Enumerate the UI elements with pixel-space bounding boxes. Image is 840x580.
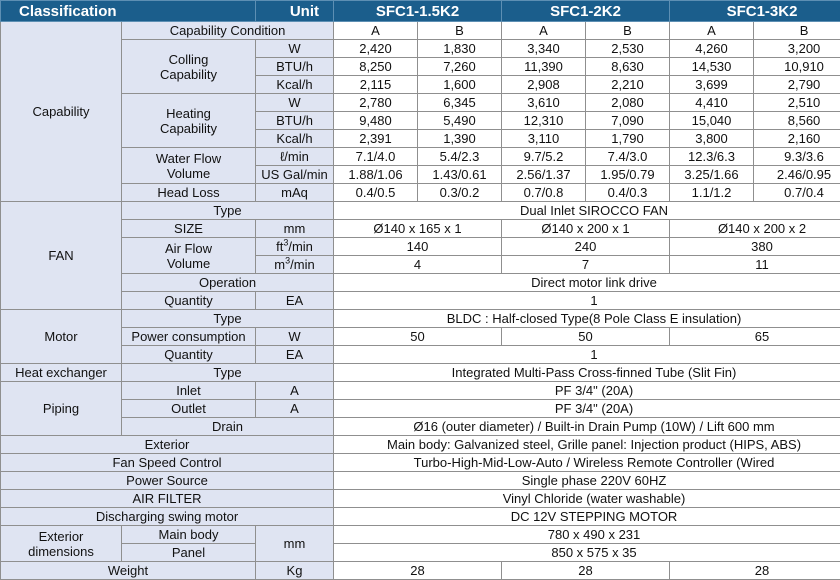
value-cell: 9.7/5.2 bbox=[502, 148, 586, 166]
value-cell: 4 bbox=[334, 256, 502, 274]
value-cell: 1,830 bbox=[418, 40, 502, 58]
table-row bbox=[1, 526, 840, 544]
value-cell: 2.46/0.95 bbox=[754, 166, 840, 184]
motor-group-label: Motor bbox=[1, 310, 122, 364]
value-cell: 140 bbox=[334, 238, 502, 256]
value-cell: 8,560 bbox=[754, 112, 840, 130]
motor-quantity-label: Quantity bbox=[122, 346, 256, 364]
unit-cell: ℓ/min bbox=[256, 148, 334, 166]
value-cell: Ø140 x 200 x 2 bbox=[670, 220, 840, 238]
swing-motor-label: Discharging swing motor bbox=[1, 508, 334, 526]
table-row bbox=[1, 346, 840, 364]
unit-cell: EA bbox=[256, 292, 334, 310]
capability-condition-label: Capability Condition bbox=[122, 22, 334, 40]
value-cell: 3,110 bbox=[502, 130, 586, 148]
value-cell: 2.56/1.37 bbox=[502, 166, 586, 184]
piping-group-label: Piping bbox=[1, 382, 122, 436]
unit-tail: /min bbox=[288, 239, 313, 254]
value-cell: 50 bbox=[502, 328, 670, 346]
value-cell: 2,908 bbox=[502, 76, 586, 94]
value-cell: 2,780 bbox=[334, 94, 418, 112]
air-filter-value: Vinyl Chloride (water washable) bbox=[334, 490, 840, 508]
value-cell: 1,390 bbox=[418, 130, 502, 148]
value-cell: 3,699 bbox=[670, 76, 754, 94]
air-flow-label-line2: Volume bbox=[122, 256, 255, 271]
unit-cell: Kg bbox=[256, 562, 334, 580]
value-cell: 6,345 bbox=[418, 94, 502, 112]
cooling-label-line2: Capability bbox=[122, 67, 255, 82]
fan-speed-value: Turbo-High-Mid-Low-Auto / Wireless Remote Controller (Wired bbox=[334, 454, 840, 472]
value-cell: 14,530 bbox=[670, 58, 754, 76]
condition-cell: A bbox=[502, 22, 586, 40]
unit-cell: A bbox=[256, 400, 334, 418]
value-cell: 50 bbox=[334, 328, 502, 346]
motor-type-label: Type bbox=[122, 310, 334, 328]
table-row bbox=[1, 328, 840, 346]
value-cell: 0.4/0.3 bbox=[586, 184, 670, 202]
table-row bbox=[1, 472, 840, 490]
classification-header: Classification bbox=[1, 1, 256, 22]
unit-base: m bbox=[274, 257, 285, 272]
unit-cell bbox=[256, 256, 334, 274]
table-row bbox=[1, 94, 840, 112]
value-cell: 9.3/3.6 bbox=[754, 148, 840, 166]
value-cell: 3,610 bbox=[502, 94, 586, 112]
fan-group-label: FAN bbox=[1, 202, 122, 310]
unit-header: Unit bbox=[256, 1, 334, 22]
table-row bbox=[1, 310, 840, 328]
power-consumption-label: Power consumption bbox=[122, 328, 256, 346]
table-row bbox=[1, 400, 840, 418]
value-cell: 2,391 bbox=[334, 130, 418, 148]
value-cell: 0.7/0.4 bbox=[754, 184, 840, 202]
value-cell: Ø140 x 165 x 1 bbox=[334, 220, 502, 238]
value-cell: 4,260 bbox=[670, 40, 754, 58]
condition-cell: B bbox=[586, 22, 670, 40]
piping-outlet-label: Outlet bbox=[122, 400, 256, 418]
air-flow-label-line1: Air Flow bbox=[122, 241, 255, 256]
heat-exchanger-type-label: Type bbox=[122, 364, 334, 382]
weight-label: Weight bbox=[1, 562, 256, 580]
air-filter-label: AIR FILTER bbox=[1, 490, 334, 508]
value-cell: 12.3/6.3 bbox=[670, 148, 754, 166]
heat-exchanger-type-value: Integrated Multi-Pass Cross-finned Tube (Slit Fin) bbox=[334, 364, 840, 382]
exterior-dimensions-label bbox=[1, 526, 122, 562]
unit-cell: BTU/h bbox=[256, 58, 334, 76]
table-row bbox=[1, 40, 840, 58]
value-cell: 28 bbox=[502, 562, 670, 580]
value-cell: 28 bbox=[334, 562, 502, 580]
unit-cell: BTU/h bbox=[256, 112, 334, 130]
value-cell: 2,530 bbox=[586, 40, 670, 58]
exterior-value: Main body: Galvanized steel, Grille panel: Injection product (HIPS, ABS) bbox=[334, 436, 840, 454]
model-header: SFC1-3K2 bbox=[670, 1, 840, 22]
value-cell: 7,260 bbox=[418, 58, 502, 76]
water-flow-label-line1: Water Flow bbox=[122, 151, 255, 166]
fan-operation-value: Direct motor link drive bbox=[334, 274, 840, 292]
value-cell: 11 bbox=[670, 256, 840, 274]
head-loss-label: Head Loss bbox=[122, 184, 256, 202]
unit-base: ft bbox=[276, 239, 283, 254]
fan-quantity-label: Quantity bbox=[122, 292, 256, 310]
heating-label-line1: Heating bbox=[122, 106, 255, 121]
unit-cell: A bbox=[256, 382, 334, 400]
unit-tail: /min bbox=[290, 257, 315, 272]
unit-cell: mm bbox=[256, 526, 334, 562]
fan-speed-label: Fan Speed Control bbox=[1, 454, 334, 472]
value-cell: 0.3/0.2 bbox=[418, 184, 502, 202]
piping-inlet-value: PF 3/4" (20A) bbox=[334, 382, 840, 400]
table-row bbox=[1, 490, 840, 508]
unit-superscript: 3 bbox=[285, 256, 290, 266]
piping-drain-label: Drain bbox=[122, 418, 334, 436]
table-row bbox=[1, 454, 840, 472]
table-row bbox=[1, 148, 840, 166]
model-header: SFC1-1.5K2 bbox=[334, 1, 502, 22]
fan-size-label: SIZE bbox=[122, 220, 256, 238]
heat-exchanger-group-label: Heat exchanger bbox=[1, 364, 122, 382]
value-cell: 0.7/0.8 bbox=[502, 184, 586, 202]
main-body-label: Main body bbox=[122, 526, 256, 544]
value-cell: 2,210 bbox=[586, 76, 670, 94]
value-cell: 8,250 bbox=[334, 58, 418, 76]
table-row bbox=[1, 202, 840, 220]
value-cell: Ø140 x 200 x 1 bbox=[502, 220, 670, 238]
condition-cell: A bbox=[670, 22, 754, 40]
value-cell: 1,790 bbox=[586, 130, 670, 148]
value-cell: 5,490 bbox=[418, 112, 502, 130]
value-cell: 240 bbox=[502, 238, 670, 256]
capability-group-label: Capability bbox=[1, 22, 122, 202]
unit-cell bbox=[256, 238, 334, 256]
unit-cell: EA bbox=[256, 346, 334, 364]
unit-cell: mAq bbox=[256, 184, 334, 202]
value-cell: 1.43/0.61 bbox=[418, 166, 502, 184]
value-cell: 380 bbox=[670, 238, 840, 256]
power-source-label: Power Source bbox=[1, 472, 334, 490]
table-row bbox=[1, 238, 840, 256]
piping-inlet-label: Inlet bbox=[122, 382, 256, 400]
condition-cell: A bbox=[334, 22, 418, 40]
unit-cell: Kcal/h bbox=[256, 130, 334, 148]
main-body-value: 780 x 490 x 231 bbox=[334, 526, 840, 544]
table-row bbox=[1, 220, 840, 238]
heating-label-line2: Capability bbox=[122, 121, 255, 136]
panel-label: Panel bbox=[122, 544, 256, 562]
value-cell: 2,420 bbox=[334, 40, 418, 58]
unit-cell: W bbox=[256, 94, 334, 112]
value-cell: 11,390 bbox=[502, 58, 586, 76]
value-cell: 3,200 bbox=[754, 40, 840, 58]
value-cell: 7.1/4.0 bbox=[334, 148, 418, 166]
value-cell: 1.1/1.2 bbox=[670, 184, 754, 202]
value-cell: 1,600 bbox=[418, 76, 502, 94]
condition-cell: B bbox=[418, 22, 502, 40]
table-row bbox=[1, 292, 840, 310]
heating-capability-label bbox=[122, 94, 256, 148]
unit-cell: W bbox=[256, 328, 334, 346]
water-flow-label-line2: Volume bbox=[122, 166, 255, 181]
model-header: SFC1-2K2 bbox=[502, 1, 670, 22]
cooling-label-line1: Colling bbox=[122, 52, 255, 67]
value-cell: 2,510 bbox=[754, 94, 840, 112]
unit-cell: Kcal/h bbox=[256, 76, 334, 94]
value-cell: 5.4/2.3 bbox=[418, 148, 502, 166]
table-row bbox=[1, 418, 840, 436]
value-cell: 3,800 bbox=[670, 130, 754, 148]
value-cell: 2,790 bbox=[754, 76, 840, 94]
value-cell: 9,480 bbox=[334, 112, 418, 130]
motor-quantity-value: 1 bbox=[334, 346, 840, 364]
fan-type-value: Dual Inlet SIROCCO FAN bbox=[334, 202, 840, 220]
value-cell: 7.4/3.0 bbox=[586, 148, 670, 166]
unit-cell: W bbox=[256, 40, 334, 58]
header-row bbox=[1, 1, 840, 22]
table-row bbox=[1, 274, 840, 292]
unit-cell: US Gal/min bbox=[256, 166, 334, 184]
cooling-capability-label bbox=[122, 40, 256, 94]
value-cell: 2,160 bbox=[754, 130, 840, 148]
value-cell: 7 bbox=[502, 256, 670, 274]
power-source-value: Single phase 220V 60HZ bbox=[334, 472, 840, 490]
value-cell: 28 bbox=[670, 562, 840, 580]
value-cell: 65 bbox=[670, 328, 840, 346]
value-cell: 8,630 bbox=[586, 58, 670, 76]
value-cell: 1.88/1.06 bbox=[334, 166, 418, 184]
unit-superscript: 3 bbox=[283, 238, 288, 248]
fan-quantity-value: 1 bbox=[334, 292, 840, 310]
unit-cell: mm bbox=[256, 220, 334, 238]
table-row bbox=[1, 364, 840, 382]
condition-cell: B bbox=[754, 22, 840, 40]
table-row bbox=[1, 508, 840, 526]
exterior-label: Exterior bbox=[1, 436, 334, 454]
value-cell: 4,410 bbox=[670, 94, 754, 112]
table-row bbox=[1, 544, 840, 562]
value-cell: 3,340 bbox=[502, 40, 586, 58]
value-cell: 2,080 bbox=[586, 94, 670, 112]
motor-type-value: BLDC : Half-closed Type(8 Pole Class E insulation) bbox=[334, 310, 840, 328]
table-row bbox=[1, 22, 840, 40]
value-cell: 1.95/0.79 bbox=[586, 166, 670, 184]
value-cell: 12,310 bbox=[502, 112, 586, 130]
dimensions-label-line1: Exterior bbox=[1, 529, 121, 544]
water-flow-label bbox=[122, 148, 256, 184]
value-cell: 7,090 bbox=[586, 112, 670, 130]
dimensions-label-line2: dimensions bbox=[1, 544, 121, 559]
value-cell: 0.4/0.5 bbox=[334, 184, 418, 202]
fan-type-label: Type bbox=[122, 202, 334, 220]
value-cell: 15,040 bbox=[670, 112, 754, 130]
piping-drain-value: Ø16 (outer diameter) / Built-in Drain Pump (10W) / Lift 600 mm bbox=[334, 418, 840, 436]
table-row bbox=[1, 184, 840, 202]
value-cell: 2,115 bbox=[334, 76, 418, 94]
air-flow-label bbox=[122, 238, 256, 274]
table-row bbox=[1, 436, 840, 454]
value-cell: 10,910 bbox=[754, 58, 840, 76]
panel-value: 850 x 575 x 35 bbox=[334, 544, 840, 562]
table-row bbox=[1, 382, 840, 400]
value-cell: 3.25/1.66 bbox=[670, 166, 754, 184]
piping-outlet-value: PF 3/4" (20A) bbox=[334, 400, 840, 418]
swing-motor-value: DC 12V STEPPING MOTOR bbox=[334, 508, 840, 526]
fan-operation-label: Operation bbox=[122, 274, 334, 292]
table-row bbox=[1, 562, 840, 580]
